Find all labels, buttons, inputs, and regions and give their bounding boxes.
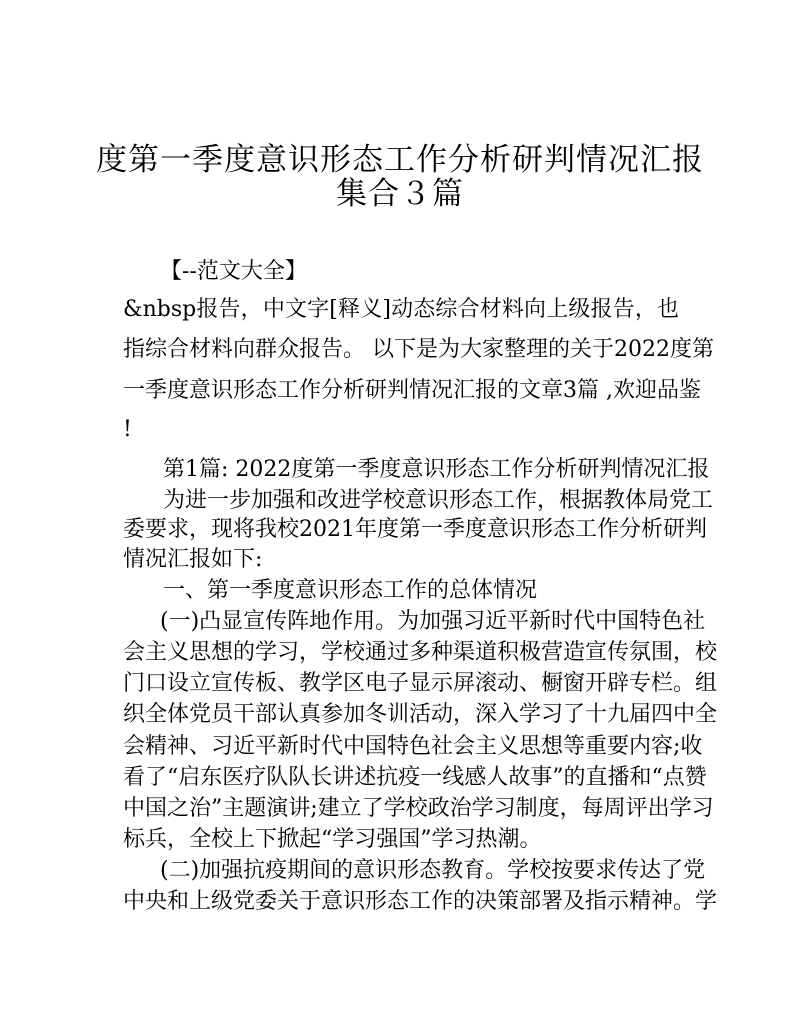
para2-line-2: 会主义思想的学习，学校通过多种渠道积极营造宣传氛围，校 — [123, 640, 718, 665]
para2-line-5: 会精神、习近平新时代中国特色社会主义思想等重要内容;收 — [123, 734, 703, 759]
intro-line-3: 一季度意识形态工作分析研判情况汇报的文章3篇 ,欢迎品鉴 — [123, 378, 701, 403]
para3-line-2: 中央和上级党委关于意识形态工作的决策部署及指示精神。学 — [123, 889, 718, 914]
para2-line-3: 门口设立宣传板、教学区电子显示屏滚动、橱窗开辟专栏。组 — [123, 671, 718, 696]
document-title-line-2: 集合３篇 — [336, 176, 464, 212]
intro-line-2: 指综合材料向群众报告。 以下是为大家整理的关于2022度第 — [123, 337, 714, 362]
para1-line-2: 委要求，现将我校2021年度第一季度意识形态工作分析研判 — [123, 517, 707, 542]
source-label: 【--范文大全】 — [160, 259, 307, 284]
section-heading: 一、第一季度意识形态工作的总体情况 — [163, 578, 538, 603]
chapter-heading: 第1篇: 2022度第一季度意识形态工作分析研判情况汇报 — [163, 457, 710, 482]
para2-line-6: 看了“启东医疗队队长讲述抗疫一线感人故事”的直播和“点赞 — [123, 765, 707, 790]
para2-line-1: (一)凸显宣传阵地作用。为加强习近平新时代中国特色社 — [160, 609, 706, 634]
para2-line-8: 标兵，全校上下掀起“学习强国”学习热潮。 — [123, 827, 542, 852]
intro-line-4: ! — [123, 417, 132, 442]
intro-line-1: &nbsp报告，中文字[释义]动态综合材料向上级报告，也 — [123, 297, 679, 322]
document-title-line-1: 度第一季度意识形态工作分析研判情况汇报 — [96, 142, 704, 178]
para3-line-1: (二)加强抗疫期间的意识形态教育。学校按要求传达了党 — [160, 858, 706, 883]
para2-line-7: 中国之治”主题演讲;建立了学校政治学习制度，每周评出学习 — [123, 796, 714, 821]
para2-line-4: 织全体党员干部认真参加冬训活动，深入学习了十九届四中全 — [123, 702, 718, 727]
para1-line-1: 为进一步加强和改进学校意识形态工作，根据教体局党工 — [163, 488, 714, 513]
para1-line-3: 情况汇报如下: — [123, 547, 263, 572]
